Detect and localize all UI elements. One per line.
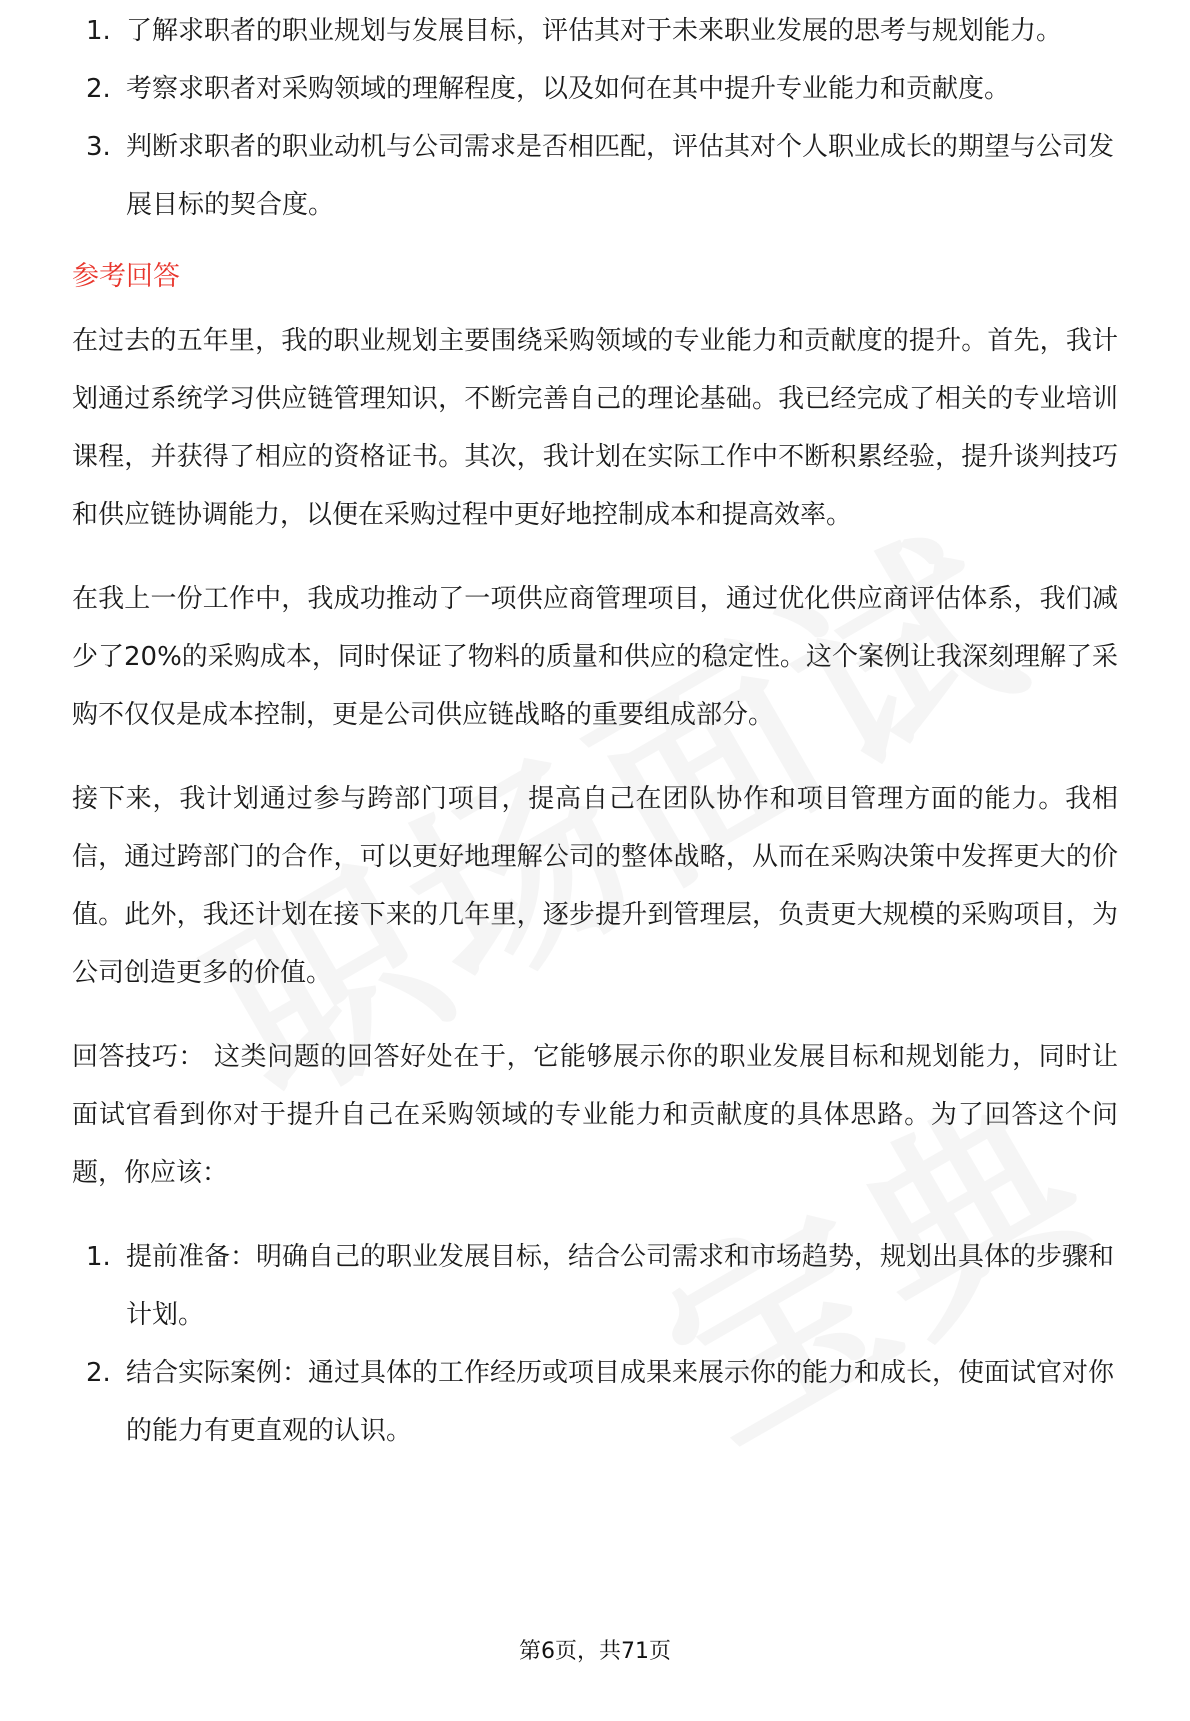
list-number: 2. [86,1358,111,1388]
page-footer: 第6页，共71页 [519,1639,671,1664]
list-number: 3. [86,132,111,162]
list-item [72,118,1118,234]
section-title: 参考回答 [72,261,180,292]
list-text: 提前准备：明确自己的职业发展目标，结合公司需求和市场趋势，规划出具体的步骤和计划。 [126,1242,1115,1330]
list-item [72,1344,1118,1460]
list-text: 考察求职者对采购领域的理解程度，以及如何在其中提升专业能力和贡献度。 [126,74,1011,104]
answer-paragraph: 在我上一份工作中，我成功推动了一项供应商管理项目，通过优化供应商评估体系，我们减少了20%的采购成本，同时保证了物料的质量和供应的稳定性。这个案例让我深刻理解了采购不仅仅是成本控制，更是公司供应链战略的重要组成部分。 [72,584,1118,730]
list-number: 1. [86,16,111,46]
answer-paragraph: 在过去的五年里，我的职业规划主要围绕采购领域的专业能力和贡献度的提升。首先，我计划通过系统学习供应链管理知识，不断完善自己的理论基础。我已经完成了相关的专业培训课程，并获得了相应的资格证书。其次，我计划在实际工作中不断积累经验，提升谈判技巧和供应链协调能力，以便在采购过程中更好地控制成本和提高效率。 [72,326,1118,530]
purpose-list [72,2,1118,234]
list-item [72,2,1118,60]
document-content [72,16,1118,1460]
list-item [72,1228,1118,1344]
tips-intro-paragraph: 回答技巧： 这类问题的回答好处在于，它能够展示你的职业发展目标和规划能力，同时让面试官看到你对于提升自己在采购领域的专业能力和贡献度的具体思路。为了回答这个问题，你应该： [72,1042,1118,1188]
list-number: 2. [86,74,111,104]
list-text: 判断求职者的职业动机与公司需求是否相匹配，评估其对个人职业成长的期望与公司发展目标的契合度。 [126,132,1115,220]
list-number: 1. [86,1242,111,1272]
tips-list [72,1228,1118,1460]
answer-paragraph: 接下来，我计划通过参与跨部门项目，提高自己在团队协作和项目管理方面的能力。我相信，通过跨部门的合作，可以更好地理解公司的整体战略，从而在采购决策中发挥更大的价值。此外，我还计划在接下来的几年里，逐步提升到管理层，负责更大规模的采购项目，为公司创造更多的价值。 [72,784,1118,988]
list-text: 结合实际案例：通过具体的工作经历或项目成果来展示你的能力和成长，使面试官对你的能力有更直观的认识。 [126,1358,1115,1446]
list-item [72,60,1118,118]
list-text: 了解求职者的职业规划与发展目标，评估其对于未来职业发展的思考与规划能力。 [126,16,1063,46]
